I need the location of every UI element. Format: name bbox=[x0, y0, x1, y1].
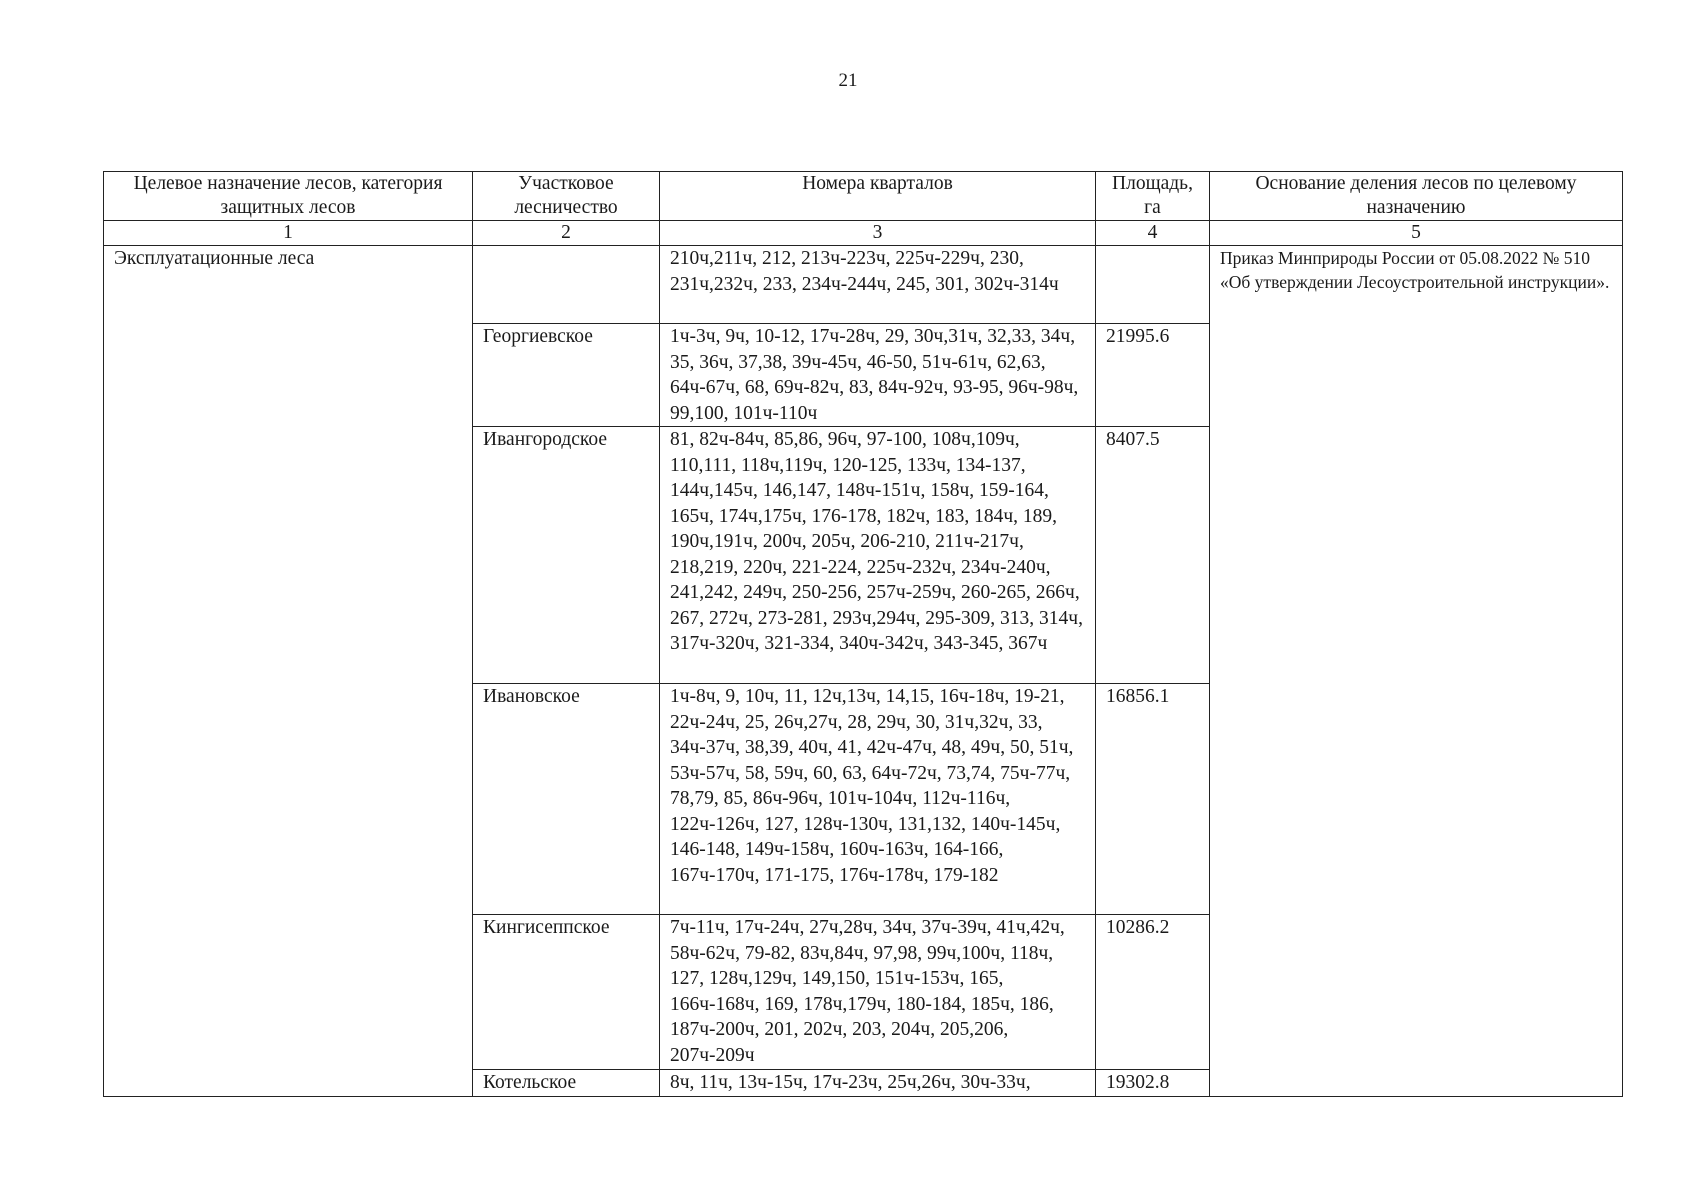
quarters-cell: 1ч-8ч, 9, 10ч, 11, 12ч,13ч, 14,15, 16ч-18ч, 19-21, 22ч-24ч, 25, 26ч,27ч, 28, 29ч, 30, 31ч,32ч, 33, 34ч-37ч, 38,39, 40ч, 41, 42ч-47ч, 48, 49ч, 50, 51ч, 53ч-57ч, 58, 59ч, 60, 63, 64ч-72ч, 73,74, 75ч-77ч, 78,79, 85, 86ч-96ч, 101ч-104ч, 112ч-116ч, 122ч-126ч, 127, 128ч-130ч, 131,132, 140ч-145ч, 146-148, 149ч-158ч, 160ч-163ч, 164-166, 167ч-170ч, 171-175, 176ч-178ч, 179-182 bbox=[660, 684, 1096, 915]
area-cell bbox=[1096, 246, 1210, 324]
forestry-cell bbox=[473, 246, 660, 324]
area-cell: 8407.5 bbox=[1096, 427, 1210, 684]
header-forestry-district: Участковое лесничество bbox=[473, 172, 660, 221]
area-cell: 21995.6 bbox=[1096, 324, 1210, 427]
quarters-cell: 81, 82ч-84ч, 85,86, 96ч, 97-100, 108ч,109ч, 110,111, 118ч,119ч, 120-125, 133ч, 134-137, 144ч,145ч, 146,147, 148ч-151ч, 158ч, 159-164, 165ч, 174ч,175ч, 176-178, 182ч, 183, 184ч, 189, 190ч,191ч, 200ч, 205ч, 206-210, 211ч-217ч, 218,219, 220ч, 221-224, 225ч-232ч, 234ч-240ч, 241,242, 249ч, 250-256, 257ч-259ч, 260-265, 266ч, 267, 272ч, 273-281, 293ч,294ч, 295-309, 313, 314ч, 317ч-320ч, 321-334, 340ч-342ч, 343-345, 367ч bbox=[660, 427, 1096, 684]
quarters-cell: 1ч-3ч, 9ч, 10-12, 17ч-28ч, 29, 30ч,31ч, 32,33, 34ч, 35, 36ч, 37,38, 39ч-45ч, 46-50, 51ч-61ч, 62,63, 64ч-67ч, 68, 69ч-82ч, 83, 84ч-92ч, 93-95, 96ч-98ч, 99,100, 101ч-110ч bbox=[660, 324, 1096, 427]
quarters-cell: 8ч, 11ч, 13ч-15ч, 17ч-23ч, 25ч,26ч, 30ч-33ч, bbox=[660, 1070, 1096, 1097]
page-number: 21 bbox=[838, 70, 858, 91]
area-cell: 16856.1 bbox=[1096, 684, 1210, 915]
forestry-cell: Котельское bbox=[473, 1070, 660, 1097]
quarters-cell: 7ч-11ч, 17ч-24ч, 27ч,28ч, 34ч, 37ч-39ч, 41ч,42ч, 58ч-62ч, 79-82, 83ч,84ч, 97,98, 99ч,100ч, 118ч, 127, 128ч,129ч, 149,150, 151ч-153ч, 165, 166ч-168ч, 169, 178ч,179ч, 180-184, 185ч, 186, 187ч-200ч, 201, 202ч, 203, 204ч, 205,206, 207ч-209ч bbox=[660, 915, 1096, 1070]
area-cell: 19302.8 bbox=[1096, 1070, 1210, 1097]
header-division-basis: Основание деления лесов по целевому назначению bbox=[1210, 172, 1623, 221]
column-number: 1 bbox=[104, 221, 473, 246]
forestry-cell: Георгиевское bbox=[473, 324, 660, 427]
header-area: Площадь, га bbox=[1096, 172, 1210, 221]
column-number: 4 bbox=[1096, 221, 1210, 246]
forestry-cell: Кингисеппское bbox=[473, 915, 660, 1070]
table-header-row bbox=[104, 172, 1623, 221]
column-number: 5 bbox=[1210, 221, 1623, 246]
forestry-cell: Ивановское bbox=[473, 684, 660, 915]
column-number: 3 bbox=[660, 221, 1096, 246]
area-cell: 10286.2 bbox=[1096, 915, 1210, 1070]
header-forest-purpose: Целевое назначение лесов, категория защитных лесов bbox=[104, 172, 473, 221]
header-quarter-numbers: Номера кварталов bbox=[660, 172, 1096, 221]
column-number: 2 bbox=[473, 221, 660, 246]
table-row bbox=[104, 246, 1623, 324]
quarters-cell: 210ч,211ч, 212, 213ч-223ч, 225ч-229ч, 230, 231ч,232ч, 233, 234ч-244ч, 245, 301, 302ч-314ч bbox=[660, 246, 1096, 324]
division-basis-cell: Приказ Минприроды России от 05.08.2022 № 510 «Об утверждении Лесоустроительной инструкции». bbox=[1210, 246, 1623, 1097]
forest-purpose-cell: Эксплуатационные леса bbox=[104, 246, 473, 1097]
column-number-row bbox=[104, 221, 1623, 246]
forest-division-table bbox=[103, 171, 1623, 1097]
forestry-cell: Ивангородское bbox=[473, 427, 660, 684]
